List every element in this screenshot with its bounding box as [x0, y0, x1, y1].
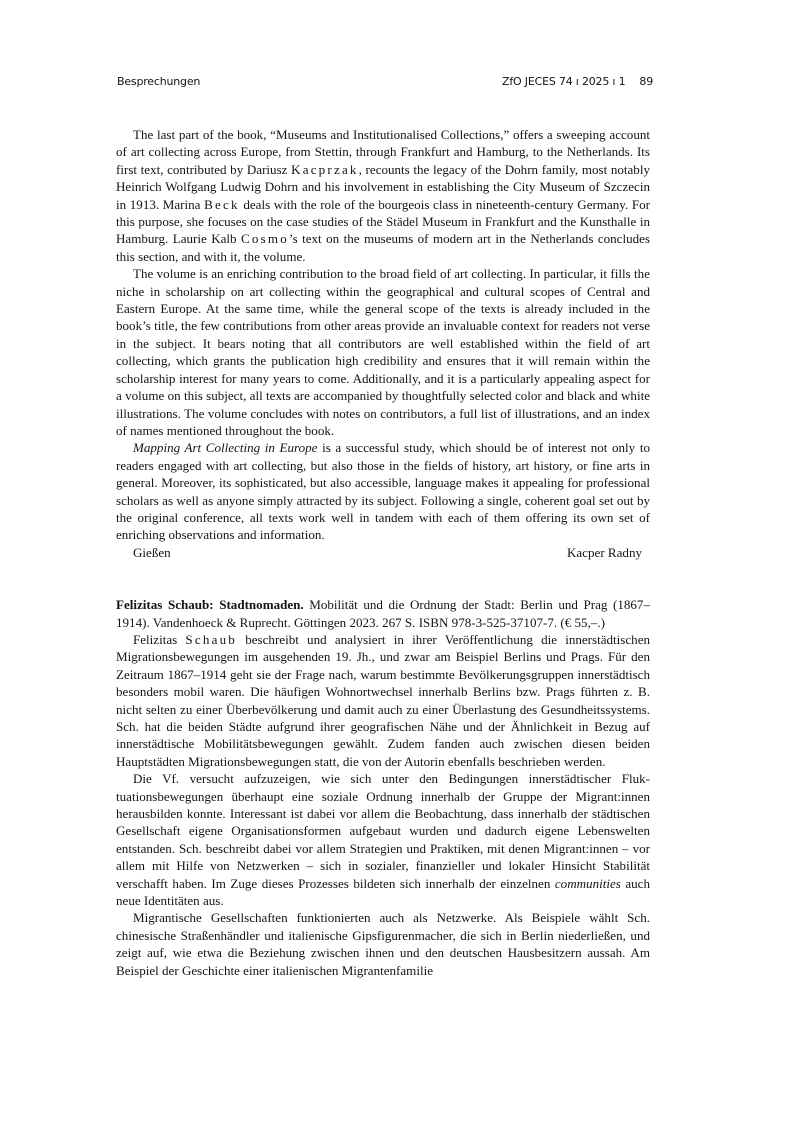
review2-paragraph-2 — [116, 770, 650, 909]
review1-signature — [116, 544, 650, 561]
text-run: Die Vf. versucht aufzuzeigen, wie sich unter den Bedingungen innerstädtischer Fluktuationsbewegungen überhaupt eine soziale Ordnung innerhalb der Gruppe der Migrant:innen herausbilden konnte. Interessant ist dabei vor allem die Beobachtung, dass innerhalb der städtischen Gesellschaft eigene Organisationsformen aufgebaut wurden und dadurch eigene Lebenswelten entstanden. Sch. beschreibt dabei vor allem Strategien und Praktiken, mit denen Migrant:innen – vor allem mit Hilfe von Netzwerken – sich in sozialer, finanzieller und lokaler Hinsicht Stabilität verschafft haben. Im Zuge dieses Prozesses bildeten sich innerhalb der einzelnen — [116, 771, 650, 891]
review-place: Gießen — [133, 544, 171, 560]
review2-paragraph-1 — [116, 631, 650, 770]
review1-paragraph-3 — [116, 439, 650, 543]
section-label: Besprechungen — [117, 75, 201, 88]
text-run: is a successful study, which should be of interest not only to readers engaged with art collecting, but also those in the fields of history, art history, or fine arts in general. Moreover, its sophisticated, but also accessible, language makes it appealing for professional scholars as well as anyone simply attracted by its subject. Following a single, coherent goal set out by the original conference, all texts work well in tandem with each of them offering its own set of enriching observations and information. — [116, 440, 650, 543]
text-run: auch neue Identitäten aus. — [116, 875, 650, 909]
author-name: Schaub — [185, 631, 238, 647]
italic-term: communities — [554, 875, 621, 891]
author-name: Cosmo — [241, 231, 289, 247]
text-run: deals with the role of the bourgeois class in nineteenth-century Germany. For this purpose, she focuses on the case studies of the Städel Museum in Frankfurt and the Kunsthalle in Hamburg. Laurie Kalb — [116, 196, 650, 247]
reviewer-name: Kacper Radny — [567, 544, 642, 560]
running-head — [117, 75, 653, 91]
section-gap — [116, 561, 650, 596]
text-run: beschreibt und analysiert in ihrer Veröffentlichung die innerstädtischen Migrationsbewegungen im ausgehenden 19. Jh., und zwar am Beispiel Berlins und Prags. Für den Zeitraum 1867–1914 geht sie der Frage nach, warum bestimmte Bevölkerungsgruppen innerstädtisch besonders mobil waren. Die häufigen Wohnortwechsel innerhalb Berlins bzw. Prags führten z. B. nicht selten zu einer Überbevölkerung und damit auch zu einer Überlastung des Gesundheitssystems. Sch. hat die beiden Städte aufgrund ihrer geografischen Nähe und der Ähnlichkeit in Bezug auf innerstädtische Mobilitätsbewegungen gewählt. Zudem fanden auch zwischen diesen beiden Hauptstädten Migrationsbewegungen statt, die von der Autorin ebenfalls beschrieben werden. — [116, 631, 651, 769]
author-name: Kacprzak — [291, 161, 359, 177]
text-run: The last part of the book, “Museums and Institutionalised Collections,” offers a sweeping account of art collecting across Europe, from Stettin, through Frankfurt and Hamburg, to the Netherlands. Its first text, contributed by Dariusz — [116, 127, 650, 177]
bibliographic-details: Mobilität und die Ordnung der Stadt: Berlin und Prag (1867–1914). Vandenhoeck & Ruprecht. Göttingen 2023. 267 S. ISBN 978-3-525-37107-7. (€ 55,–.) — [116, 597, 650, 630]
text-run: , recounts the legacy of the Dohrn family, most notably Heinrich Wolfgang Ludwig Dohrn and his involvement in establishing the City Museum of Szczecin in 1913. Marina — [116, 161, 650, 212]
review2-heading — [116, 596, 650, 631]
journal-info — [502, 75, 653, 88]
text-run: ’s text on the museums of modern art in the Netherlands concludes this section, and with it, the volume. — [116, 231, 650, 264]
reviewed-title: : Stadtnomaden. — [209, 597, 304, 613]
review2-paragraph-3: Migrantische Gesellschaften funktionierten auch als Netzwerke. Als Beispiele wählt Sch. chinesische Straßenhändler und italienische Gipsfigurenmacher, die sich in Berlin niederließen, und zeigt auf, wie etwa die Beziehung zwischen ihnen und den deutschen Hausbesitzern aussah. Am Beispiel der Geschichte einer italienischen Migrantenfamilie — [116, 910, 650, 978]
page-number: 89 — [639, 75, 653, 88]
review1-paragraph-2: The volume is an enriching contribution to the broad field of art collecting. In particular, it fills the niche in scholarship on art collecting within the geographical and cultural scopes of Central and Eastern Europe. At the same time, while the general scope of the texts is already included in the book’s title, the few contributions from other areas provide an invaluable context for readers not verse in the subject. It bears noting that all contributors are well established within the field of art collecting, which grants the publication high credibility and ensures that it will remain within the scholarship interest for many years to come. Additionally, and it is a particularly appealing aspect for a volume on this subject, all texts are accompanied by thoughtfully selected color and black and white illustrations. The volume concludes with notes on contributors, a full list of illustrations, and an index of names mentioned throughout the book. — [116, 266, 650, 438]
journal-citation: ZfO JECES 74 ı 2025 ı 1 — [502, 75, 626, 88]
page-body — [116, 126, 650, 979]
review1-paragraph-1 — [116, 126, 650, 265]
author-name: Beck — [204, 196, 240, 212]
reviewed-author: Felizitas Schaub — [116, 597, 210, 613]
book-title-italic: Mapping Art Collecting in Europe — [133, 440, 318, 456]
text-run: Felizitas — [133, 631, 186, 647]
